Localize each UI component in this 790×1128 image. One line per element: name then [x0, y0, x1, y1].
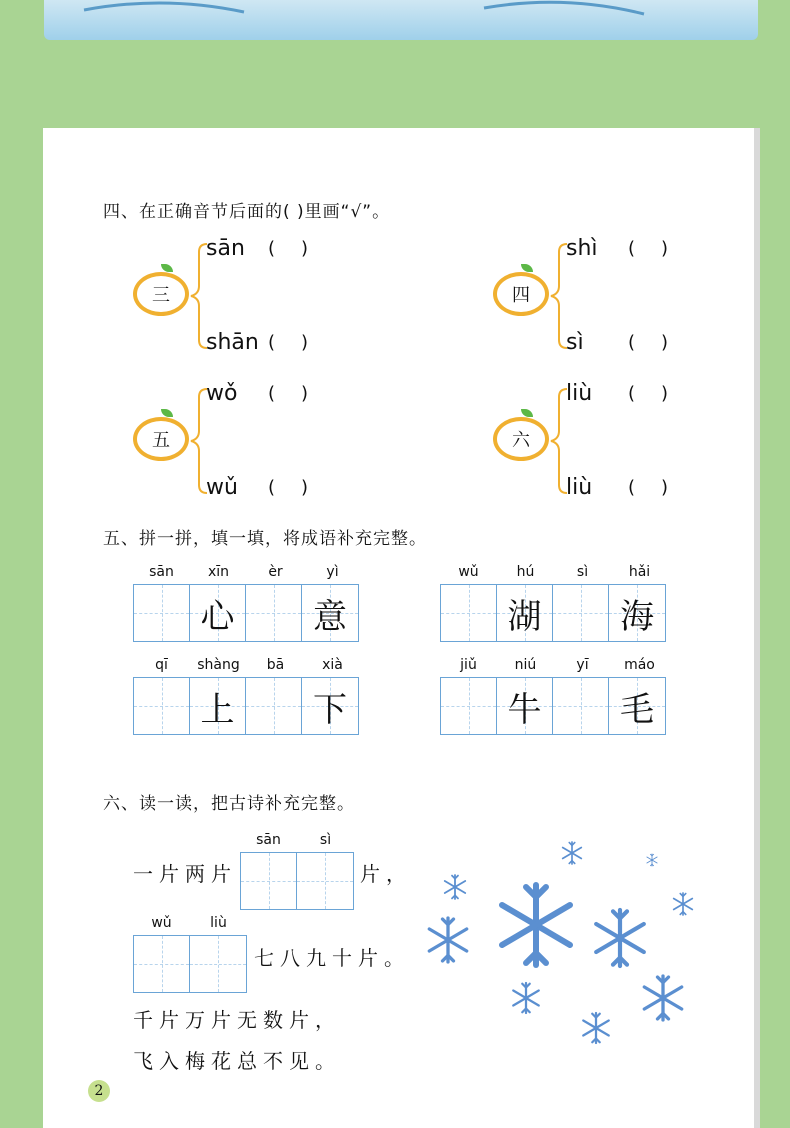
- target-character: 三: [152, 285, 170, 306]
- idiom-cell[interactable]: [134, 585, 190, 641]
- pinyin-label: hǎi: [628, 564, 651, 580]
- section6-title: 六、读一读，把古诗补充完整。: [103, 794, 355, 814]
- idiom-char: 毛: [620, 689, 654, 730]
- answer-paren[interactable]: (): [628, 383, 695, 404]
- page-number: 2: [88, 1080, 110, 1102]
- poem-line2-boxes[interactable]: [133, 935, 247, 993]
- answer-paren[interactable]: (): [268, 477, 335, 498]
- pinyin-label: sì: [319, 832, 332, 848]
- idiom-grid: [133, 584, 359, 642]
- poem-line1-end: 片，: [360, 862, 412, 886]
- pinyin-option-top: sān: [206, 236, 245, 261]
- idiom-cell: [190, 585, 246, 641]
- idiom-char: 海: [620, 596, 654, 637]
- poem-line1-pinyin: [240, 832, 354, 848]
- idiom-pinyin-row: [440, 564, 668, 580]
- answer-paren[interactable]: (): [628, 238, 695, 259]
- pinyin-label: bā: [266, 657, 285, 673]
- idiom-cell[interactable]: [441, 678, 497, 734]
- idiom-cell[interactable]: [553, 585, 609, 641]
- pinyin-option-bottom: liù: [566, 475, 593, 500]
- pinyin-label: xīn: [207, 564, 230, 580]
- write-box[interactable]: [241, 853, 297, 909]
- pinyin-label: máo: [624, 657, 655, 673]
- pinyin-option-top: shì: [566, 236, 598, 261]
- pinyin-label: sān: [149, 564, 174, 580]
- idiom-grid: [440, 584, 666, 642]
- idiom-cell: [609, 585, 665, 641]
- poem-line2-pinyin: [133, 915, 247, 931]
- pinyin-option-bottom: wǔ: [206, 475, 238, 500]
- pinyin-label: wǔ: [151, 915, 172, 931]
- idiom-cell[interactable]: [246, 585, 302, 641]
- idiom-pinyin-row: [133, 564, 361, 580]
- orange-char-badge: [133, 417, 189, 461]
- idiom-pinyin-row: [440, 657, 668, 673]
- poem-line4: 飞入梅花总不见。: [133, 1049, 341, 1073]
- idiom-grid: [133, 677, 359, 735]
- poem-line3: 千片万片无数片，: [133, 1008, 341, 1032]
- idiom-cell[interactable]: [246, 678, 302, 734]
- pinyin-label: wǔ: [458, 564, 479, 580]
- target-character: 六: [512, 430, 530, 451]
- idiom-cell: [190, 678, 246, 734]
- pinyin-label: èr: [268, 564, 283, 580]
- pinyin-label: qī: [155, 657, 168, 673]
- write-box[interactable]: [190, 936, 246, 992]
- write-box[interactable]: [134, 936, 190, 992]
- answer-paren[interactable]: (): [628, 332, 695, 353]
- pinyin-label: sān: [256, 832, 281, 848]
- orange-char-badge: [133, 272, 189, 316]
- answer-paren[interactable]: (): [628, 477, 695, 498]
- pinyin-option-top: liù: [566, 381, 593, 406]
- pinyin-label: yì: [326, 564, 339, 580]
- idiom-cell: [497, 678, 553, 734]
- orange-char-badge: [493, 417, 549, 461]
- target-character: 四: [512, 285, 530, 306]
- idiom-char: 牛: [507, 689, 542, 730]
- answer-paren[interactable]: (): [268, 383, 335, 404]
- poem-line1-start: 一片两片: [133, 862, 237, 886]
- idiom-cell: [497, 585, 553, 641]
- idiom-grid: [440, 677, 666, 735]
- idiom-cell[interactable]: [553, 678, 609, 734]
- pinyin-label: sì: [576, 564, 589, 580]
- idiom-char: 上: [200, 689, 235, 730]
- idiom-char: 下: [313, 689, 347, 730]
- idiom-cell: [609, 678, 665, 734]
- pinyin-option-bottom: sì: [566, 330, 584, 355]
- pinyin-option-bottom: shān: [206, 330, 259, 355]
- answer-paren[interactable]: (): [268, 332, 335, 353]
- idiom-char: 心: [200, 596, 235, 637]
- snowflake-illustration: [420, 840, 710, 1050]
- poem-line2-end: 七八九十片。: [254, 946, 410, 970]
- idiom-pinyin-row: [133, 657, 361, 673]
- idiom-char: 湖: [507, 596, 542, 637]
- idiom-cell[interactable]: [441, 585, 497, 641]
- pinyin-label: jiǔ: [460, 657, 477, 673]
- pinyin-label: hú: [516, 564, 535, 580]
- pinyin-label: yī: [576, 657, 589, 673]
- target-character: 五: [152, 430, 170, 451]
- idiom-cell: [302, 678, 358, 734]
- pinyin-label: shàng: [197, 657, 240, 673]
- pinyin-label: xià: [322, 657, 343, 673]
- idiom-cell: [302, 585, 358, 641]
- idiom-char: 意: [313, 596, 347, 637]
- orange-char-badge: [493, 272, 549, 316]
- section5-title: 五、拼一拼，填一填，将成语补充完整。: [103, 529, 427, 549]
- poem-line1-boxes[interactable]: [240, 852, 354, 910]
- idiom-cell[interactable]: [134, 678, 190, 734]
- section4-title: 四、在正确音节后面的( )里画“√”。: [103, 202, 391, 222]
- pinyin-option-top: wǒ: [206, 381, 238, 406]
- write-box[interactable]: [297, 853, 353, 909]
- pinyin-label: liù: [210, 915, 227, 931]
- top-banner-image: [44, 0, 758, 40]
- answer-paren[interactable]: (): [268, 238, 335, 259]
- pinyin-label: niú: [514, 657, 537, 673]
